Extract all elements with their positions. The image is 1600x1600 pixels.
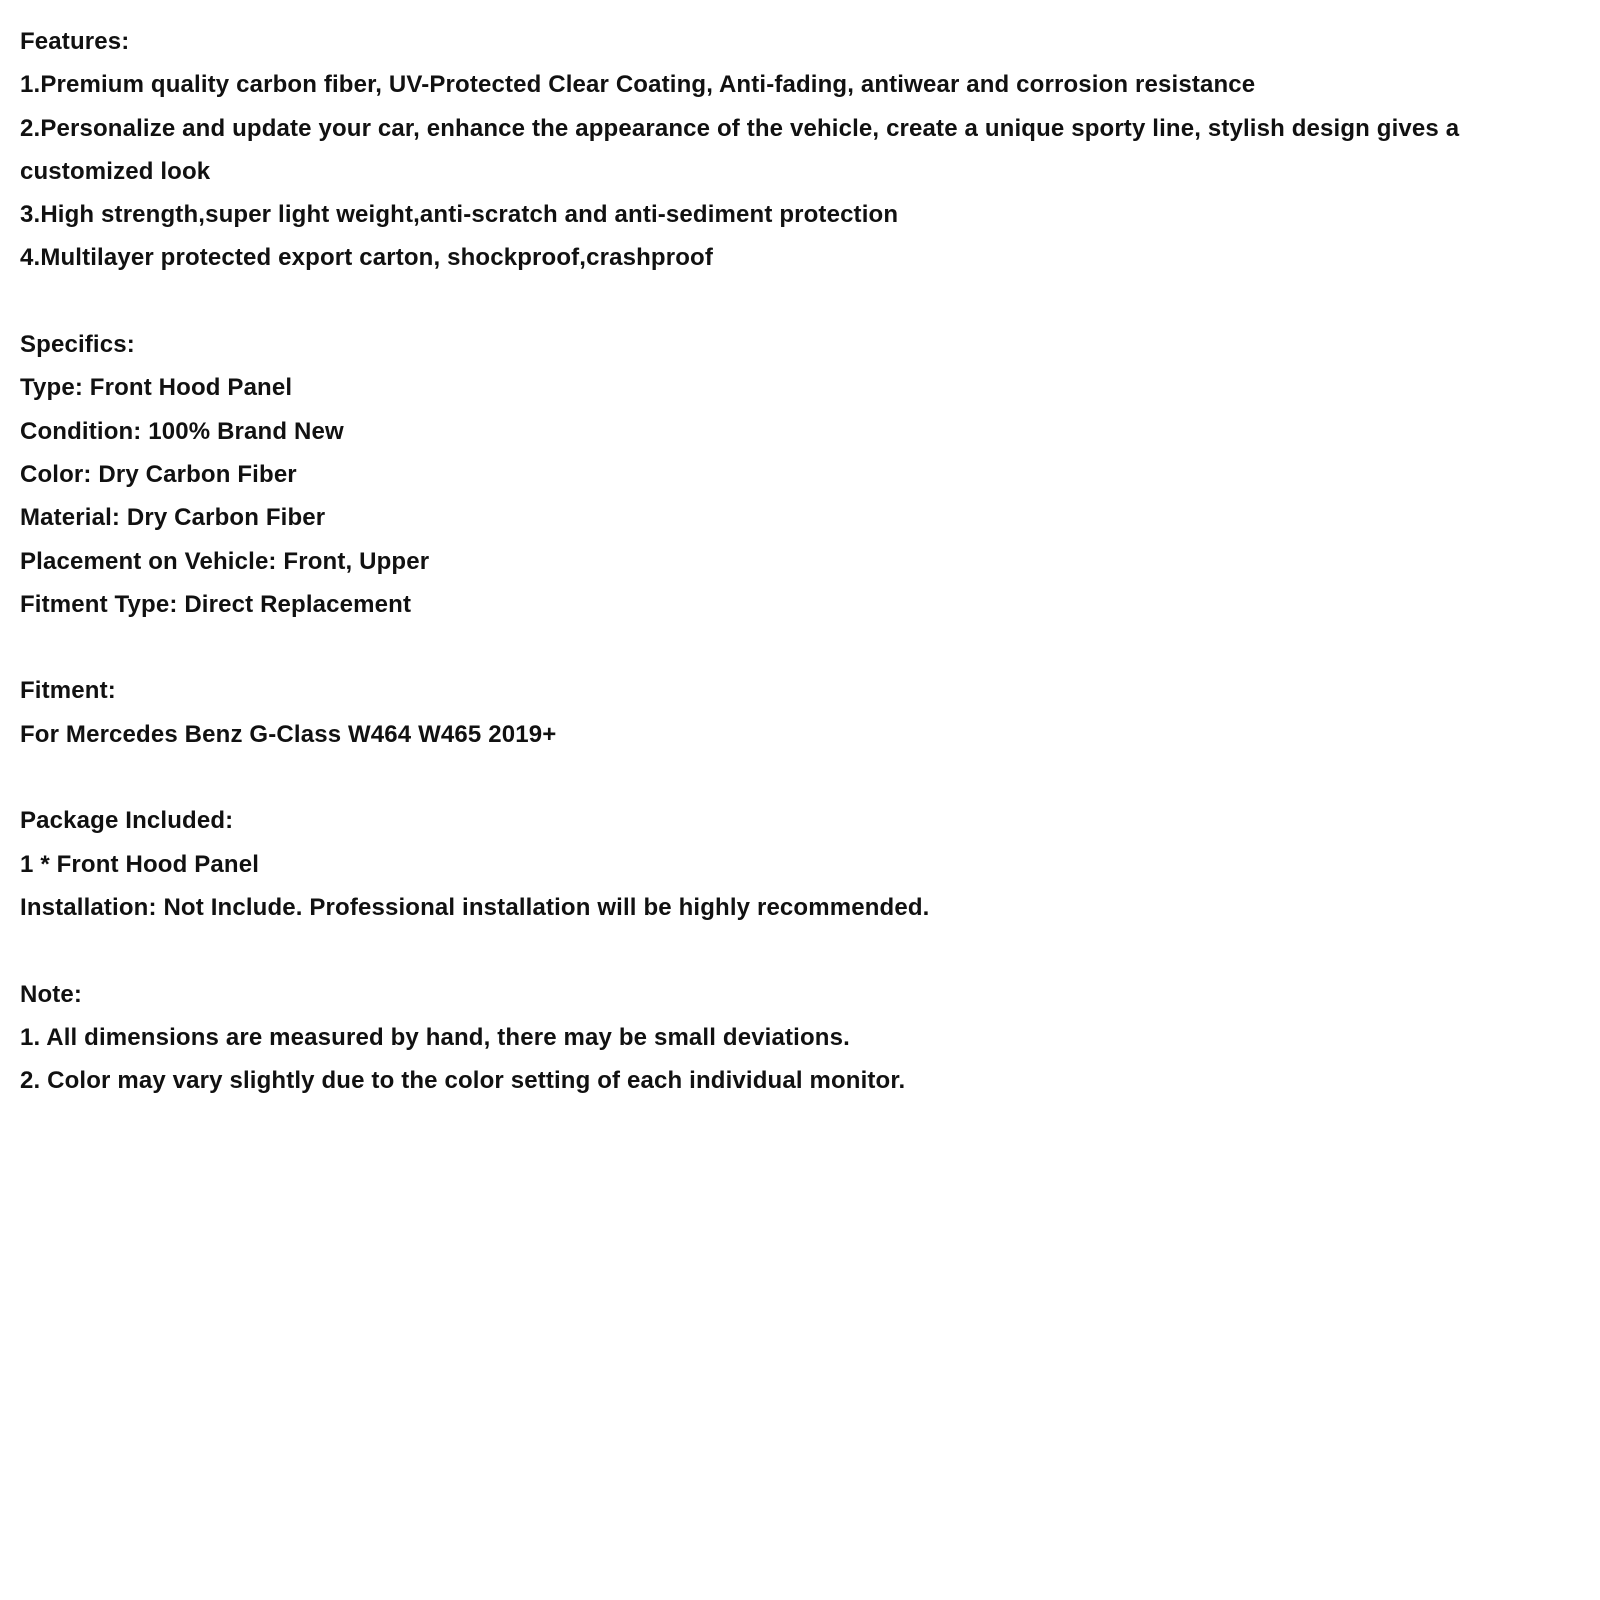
note-heading: Note: <box>20 980 83 1008</box>
fitment-heading: Fitment: <box>20 677 116 705</box>
features-heading: Features: <box>20 28 130 55</box>
specific-item: Material: Dry Carbon Fiber <box>20 504 326 532</box>
specific-item: Type: Front Hood Panel <box>20 374 293 402</box>
package-item: 1 * Front Hood Panel <box>20 850 260 878</box>
product-description <box>20 20 1595 1102</box>
features-section <box>20 20 1595 280</box>
note-item: 2. Color may vary slightly due to the color setting of each individual monitor. <box>20 1067 906 1095</box>
note-item: 1. All dimensions are measured by hand, there may be small deviations. <box>20 1023 850 1051</box>
note-section <box>20 973 1595 1103</box>
section-spacer <box>20 756 1595 799</box>
specifics-heading: Specifics: <box>20 331 135 359</box>
package-section <box>20 799 1595 929</box>
package-item: Installation: Not Include. Professional installation will be highly recommended. <box>20 893 930 921</box>
feature-item: 2.Personalize and update your car, enhance the appearance of the vehicle, create a unique sporty line, stylish design gives a customized look <box>20 114 1460 185</box>
specific-item: Condition: 100% Brand New <box>20 417 344 445</box>
specifics-section <box>20 323 1595 626</box>
fitment-item: For Mercedes Benz G-Class W464 W465 2019+ <box>20 720 557 748</box>
section-spacer <box>20 280 1595 323</box>
fitment-section <box>20 669 1595 756</box>
package-heading: Package Included: <box>20 807 234 835</box>
feature-item: 4.Multilayer protected export carton, shockproof,crashproof <box>20 244 713 272</box>
specific-item: Color: Dry Carbon Fiber <box>20 460 297 488</box>
feature-item: 1.Premium quality carbon fiber, UV-Protected Clear Coating, Anti-fading, antiwear and corrosion resistance <box>20 71 1256 99</box>
section-spacer <box>20 929 1595 972</box>
section-spacer <box>20 626 1595 669</box>
specific-item: Fitment Type: Direct Replacement <box>20 590 412 618</box>
feature-item: 3.High strength,super light weight,anti-scratch and anti-sediment protection <box>20 201 899 229</box>
specific-item: Placement on Vehicle: Front, Upper <box>20 547 430 575</box>
